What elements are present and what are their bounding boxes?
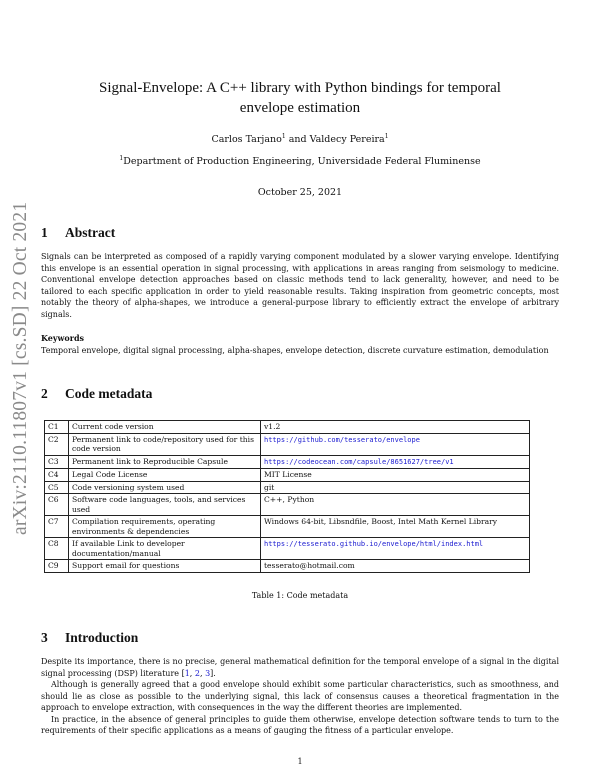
row-value	[261, 433, 530, 455]
row-description: Software code languages, tools, and services used	[69, 494, 261, 516]
abstract-body: Signals can be interpreted as composed of a rapidly varying component modulated by a slower varying envelope. Identifying this envelope is an essential operation in signal processing, with applications in areas ranging from seismology to medicine. Conventional envelope detection approaches based on classic methods tend to lack generality, however, and need to be tailored to each specific application in order to yield reasonable results. Taking inspiration from geometric concepts, most notably the theory of alpha-shapes, we introduce a general-purpose library to efficiently extract the envelope of arbitrary signals.	[41, 252, 559, 319]
row-value	[261, 455, 530, 469]
introduction-title: Introduction	[65, 630, 139, 645]
row-value: tesserato@hotmail.com	[261, 560, 530, 573]
arxiv-identifier: arXiv:2110.11807v1 [cs.SD] 22 Oct 2021	[10, 201, 31, 535]
row-description: Current code version	[69, 421, 261, 434]
intro-paragraph-1-text: Despite its importance, there is no precise, general mathematical definition for the temporal envelope of a signal in the digital signal processing (DSP) literature [	[41, 657, 559, 678]
abstract-title: Abstract	[65, 225, 116, 240]
row-value: MIT License	[261, 469, 530, 482]
table-row	[45, 538, 530, 560]
citation-link[interactable]: 1	[184, 668, 190, 678]
row-id: C9	[45, 560, 69, 573]
author-and: and	[288, 134, 307, 145]
row-id: C8	[45, 538, 69, 560]
row-description: Legal Code License	[69, 469, 261, 482]
row-id: C1	[45, 421, 69, 434]
introduction-number: 3	[41, 630, 48, 645]
citation-link[interactable]: 2	[194, 668, 200, 678]
table-row	[45, 494, 530, 516]
table-row	[45, 433, 530, 455]
authors	[40, 134, 560, 145]
row-id: C4	[45, 469, 69, 482]
title-line-1: Signal-Envelope: A C++ library with Python bindings for temporal	[99, 80, 501, 96]
table-row	[45, 455, 530, 469]
table-caption: Table 1: Code metadata	[251, 591, 349, 600]
affiliation	[40, 156, 560, 167]
author-2-affiliation-mark: 1	[384, 132, 389, 140]
introduction-heading	[41, 630, 138, 646]
title-line-2: envelope estimation	[239, 100, 361, 116]
intro-paragraph-3: In practice, in the absence of general principles to guide them otherwise, envelope detection software tends to turn to the requirements of their specific applications as a means of gauging the fitness of a particular envelope.	[41, 714, 559, 735]
row-value: v1.2	[261, 421, 530, 434]
row-value: git	[261, 481, 530, 494]
code-metadata-number: 2	[41, 386, 48, 401]
row-description: Permanent link to Reproducible Capsule	[69, 455, 261, 469]
row-id: C5	[45, 481, 69, 494]
intro-paragraph-2: Although is generally agreed that a good envelope should exhibit some particular characteristics, such as smoothness, and should lie as close as possible to the underlying signal, this lack of consensus causes a theoretical fragmentation in the approach to envelope extraction, with consequences in the way the different theories are implemented.	[41, 680, 559, 712]
row-id: C3	[45, 455, 69, 469]
row-description: Permanent link to code/repository used for this code version	[69, 433, 261, 455]
intro-paragraph-1-end: ].	[210, 668, 216, 678]
row-description: Code versioning system used	[69, 481, 261, 494]
row-id: C6	[45, 494, 69, 516]
citation-link[interactable]: 3	[205, 668, 211, 678]
code-metadata-heading	[41, 386, 152, 402]
row-description: If available Link to developer documentation/manual	[69, 538, 261, 560]
row-description: Compilation requirements, operating environments & dependencies	[69, 516, 261, 538]
abstract-number: 1	[41, 225, 48, 240]
table-row	[45, 516, 530, 538]
repository-link[interactable]: https://github.com/tesserato/envelope	[264, 435, 420, 444]
table-row	[45, 560, 530, 573]
row-id: C7	[45, 516, 69, 538]
row-description: Support email for questions	[69, 560, 261, 573]
page-number: 1	[297, 757, 303, 766]
author-1-affiliation-mark: 1	[281, 132, 286, 140]
author-1: Carlos Tarjano	[211, 134, 282, 145]
keywords-body: Temporal envelope, digital signal processing, alpha-shapes, envelope detection, discrete curvature estimation, demodulation	[41, 346, 549, 355]
code-metadata-table	[44, 420, 530, 573]
paper-title	[60, 78, 540, 118]
documentation-link[interactable]: https://tesserato.github.io/envelope/html/index.html	[264, 540, 484, 548]
introduction-body	[41, 656, 559, 737]
table-row	[45, 469, 530, 482]
affiliation-mark: 1	[119, 154, 124, 162]
table-row	[45, 481, 530, 494]
row-id: C2	[45, 433, 69, 455]
row-value: C++, Python	[261, 494, 530, 516]
table-row	[45, 421, 530, 434]
code-metadata-title: Code metadata	[65, 386, 153, 401]
date: October 25, 2021	[257, 187, 343, 198]
row-value	[261, 538, 530, 560]
keywords-heading: Keywords	[41, 333, 85, 343]
row-value: Windows 64-bit, Libsndfile, Boost, Intel Math Kernel Library	[261, 516, 530, 538]
affiliation-text: Department of Production Engineering, Universidade Federal Fluminense	[123, 156, 481, 167]
author-2: Valdecy Pereira	[309, 134, 385, 145]
capsule-link[interactable]: https://codeocean.com/capsule/8651627/tree/v1	[264, 457, 454, 466]
intro-paragraph-1: Despite its importance, there is no precise, general mathematical definition for the temporal envelope of a signal in the digital signal processing (DSP) literature [1, 2, 3].	[41, 657, 559, 678]
abstract-heading	[41, 225, 115, 241]
